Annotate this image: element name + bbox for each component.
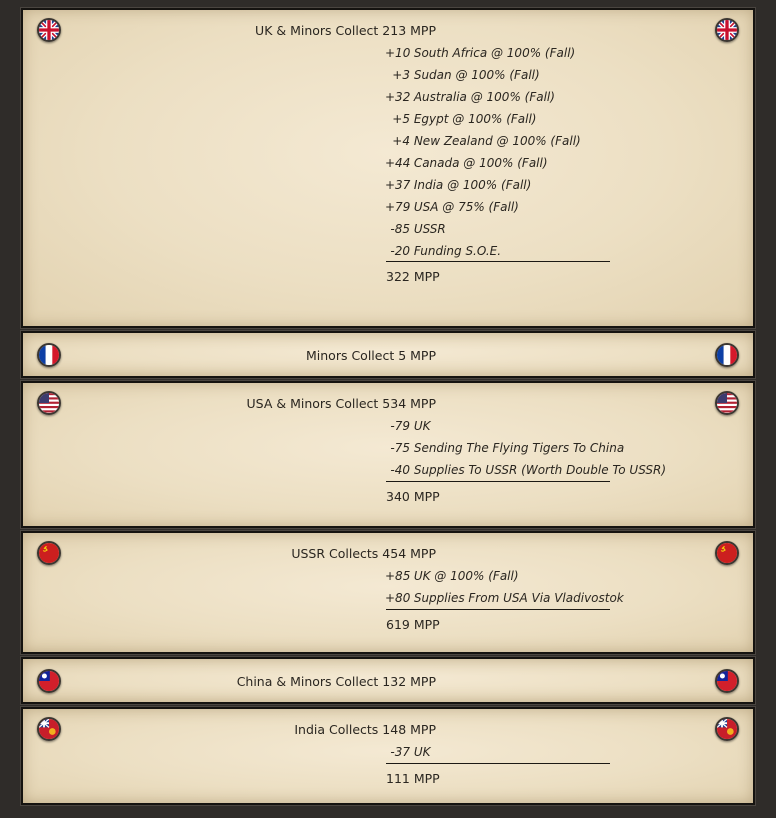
- china-flag-icon: [37, 669, 61, 693]
- ledger-line: +85 UK @ 100% (Fall): [385, 569, 519, 583]
- ledger-line: -40 Supplies To USSR (Worth Double To USSR): [390, 463, 667, 477]
- panel-header: USSR Collects 454 MPP: [291, 546, 436, 561]
- panel-total: 322 MPP: [386, 269, 440, 284]
- panel-france: [21, 331, 755, 378]
- panel-header: USA & Minors Collect 534 MPP: [246, 396, 436, 411]
- ledger-line: -75 Sending The Flying Tigers To China: [390, 441, 625, 455]
- india-flag-icon: [715, 717, 739, 741]
- panel-china: [21, 657, 755, 704]
- ledger-line: -79 UK: [390, 419, 431, 433]
- panel-header: Minors Collect 5 MPP: [306, 348, 436, 363]
- sum-rule: [386, 763, 610, 764]
- ledger-line: +10 South Africa @ 100% (Fall): [385, 46, 576, 60]
- ledger-line: +37 India @ 100% (Fall): [385, 178, 532, 192]
- sum-rule: [386, 481, 610, 482]
- ledger-line: +32 Australia @ 100% (Fall): [385, 90, 555, 104]
- ledger-line: -85 USSR: [390, 222, 446, 236]
- india-flag-icon: [37, 717, 61, 741]
- ledger-line: +80 Supplies From USA Via Vladivostok: [385, 591, 624, 605]
- ledger-line: +5 Egypt @ 100% (Fall): [392, 112, 537, 126]
- uk-flag-icon: [715, 18, 739, 42]
- sum-rule: [386, 609, 610, 610]
- ledger-line: -37 UK: [390, 745, 431, 759]
- ledger-line: +79 USA @ 75% (Fall): [385, 200, 519, 214]
- panel-total: 111 MPP: [386, 771, 440, 786]
- france-flag-icon: [715, 343, 739, 367]
- panel-total: 340 MPP: [386, 489, 440, 504]
- panel-uk: [21, 8, 755, 328]
- ussr-flag-icon: [715, 541, 739, 565]
- panel-header: India Collects 148 MPP: [294, 722, 436, 737]
- uk-flag-icon: [37, 18, 61, 42]
- panel-header: UK & Minors Collect 213 MPP: [255, 23, 436, 38]
- usa-flag-icon: [715, 391, 739, 415]
- panel-usa: [21, 381, 755, 528]
- sum-rule: [386, 261, 610, 262]
- panel-total: 619 MPP: [386, 617, 440, 632]
- france-flag-icon: [37, 343, 61, 367]
- ledger-line: +4 New Zealand @ 100% (Fall): [392, 134, 581, 148]
- usa-flag-icon: [37, 391, 61, 415]
- ledger-line: +44 Canada @ 100% (Fall): [385, 156, 548, 170]
- ussr-flag-icon: [37, 541, 61, 565]
- china-flag-icon: [715, 669, 739, 693]
- panel-india: [21, 707, 755, 805]
- panel-header: China & Minors Collect 132 MPP: [236, 674, 436, 689]
- panel-ussr: [21, 531, 755, 654]
- ledger-line: +3 Sudan @ 100% (Fall): [392, 68, 540, 82]
- ledger-line: -20 Funding S.O.E.: [390, 244, 502, 258]
